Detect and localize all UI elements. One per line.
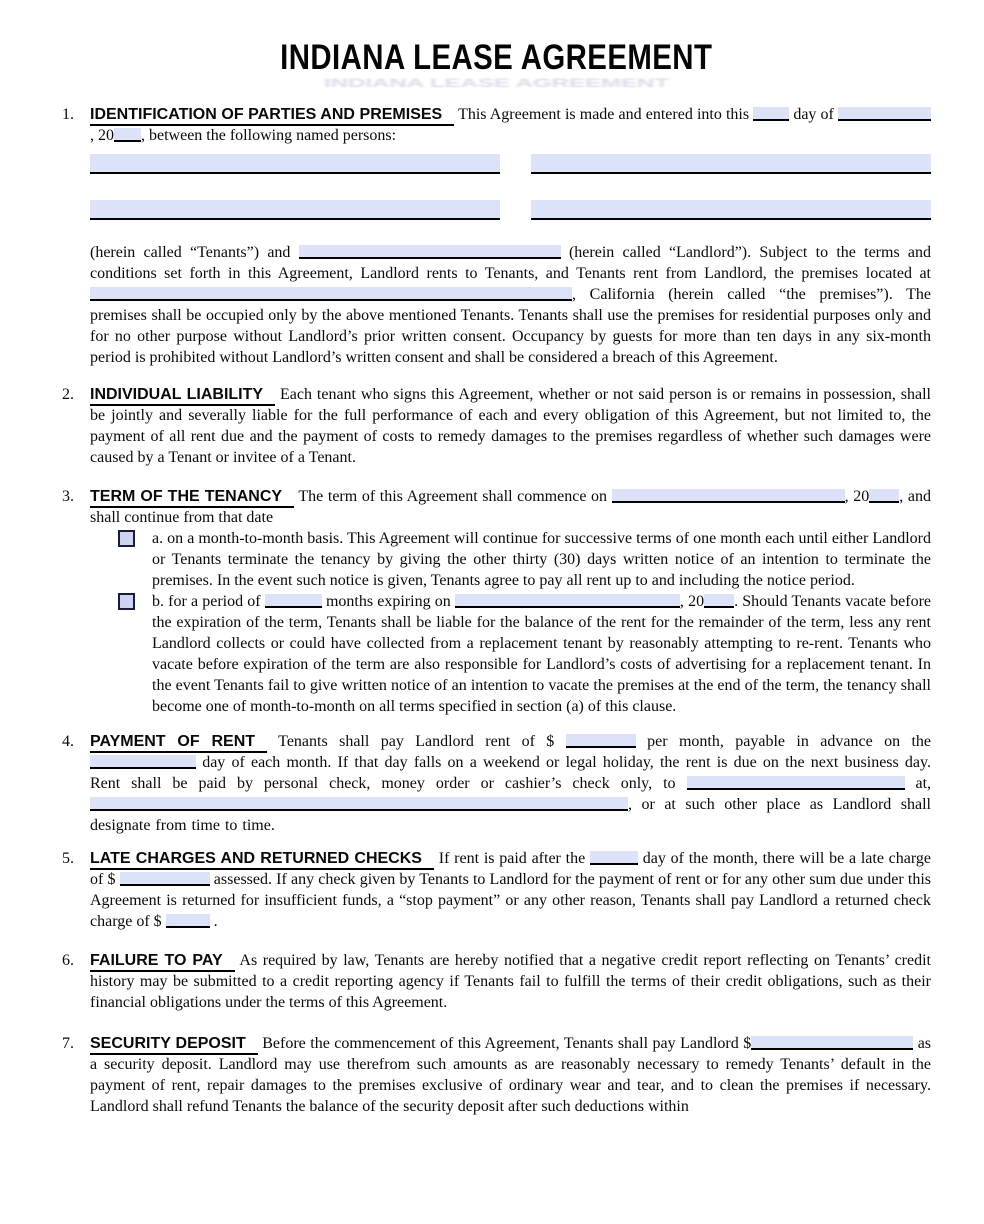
expiration-date-field[interactable] <box>455 594 680 608</box>
term-option-b-text <box>152 591 931 717</box>
returned-check-charge-field[interactable] <box>166 914 210 928</box>
text-segment: As required by law, Tenants are hereby notified that a negative credit report reflecting on Tenants’ credit history may be submitted to a credit reporting agency if Tenants fail to fulfill the terms of their credit obligations, such as their financial obligations under the terms of this Agreement. <box>90 952 931 1011</box>
payee-name-field[interactable] <box>687 776 905 790</box>
security-deposit-amount-field[interactable] <box>751 1036 913 1050</box>
text-segment: as a security deposit. Landlord may use therefrom such amounts as are reasonably necessary to remedy Tenants’ default in the payment of rent, repair damages to the premises exclusive of ordinary wear and tear, and to clean the premises if necessary. Landlord shall refund Tenants the balance of the security deposit after such deductions within <box>90 1035 932 1115</box>
landlord-name-field[interactable] <box>299 245 561 259</box>
title-row <box>62 40 931 76</box>
section-1 <box>62 104 931 384</box>
party-name-field-1[interactable] <box>90 154 500 174</box>
section-4 <box>62 731 931 836</box>
text-segment: The term of this Agreement shall commence on <box>298 488 608 505</box>
section-2-body <box>90 384 931 468</box>
text-segment: . Should Tenants vacate before the expiration of the term, Tenants shall be liable for the balance of the rent for the remainder of the term, less any rent Landlord collects or could have collected from a replacement tenant by reasonably attempting to re-rent. Tenants who vacate before expiration of the term are also responsible for Landlord’s costs of advertising for a replacement tenant. In the event Tenants fail to give written notice of an intention to vacate the premises at the end of the term, the tenancy shall become one of month-to-month on all terms specified in section (a) of this clause. <box>152 593 932 715</box>
page-title: INDIANA LEASE AGREEMENT <box>280 38 713 77</box>
text-segment: , 20 <box>844 488 870 505</box>
section-7 <box>62 1033 931 1117</box>
late-after-day-field[interactable] <box>590 851 638 865</box>
section-6-heading: FAILURE TO PAY <box>90 952 235 972</box>
section-5-number: 5. <box>62 850 74 867</box>
premises-address-field[interactable] <box>90 287 572 301</box>
section-7-body <box>90 1033 931 1117</box>
section-7-heading: SECURITY DEPOSIT <box>90 1035 258 1055</box>
section-1-intro <box>90 104 931 146</box>
checkbox-fixed-term[interactable] <box>118 593 135 610</box>
section-1-number: 1. <box>62 106 74 123</box>
text-segment: . <box>213 913 218 930</box>
section-6-body <box>90 950 931 1013</box>
commencement-year-field[interactable] <box>869 489 899 503</box>
section-1-body <box>90 242 931 368</box>
rent-amount-field[interactable] <box>566 734 636 748</box>
text-segment: day of each month. If that day falls on a weekend or legal holiday, the rent is due on the next business day. Rent shall be paid by personal check, money order or cashier’s check only, to <box>90 754 931 792</box>
section-3-intro <box>90 486 931 528</box>
rent-due-day-field[interactable] <box>90 755 196 769</box>
text-segment: This Agreement is made and entered into this <box>458 106 750 123</box>
text-segment: Each tenant who signs this Agreement, whether or not said person is or remains in possession, shall be jointly and severally liable for the full performance of each and every obligation of this Agreement, but not limited to, the payment of all rent due and the payment of costs to remedy damages to the premises regardless of whether such damages were caused by a Tenant or invitee of a Tenant. <box>90 386 932 466</box>
section-5-body <box>90 848 931 932</box>
section-5-heading: LATE CHARGES AND RETURNED CHECKS <box>90 850 434 870</box>
text-segment: at, <box>915 775 932 792</box>
text-segment: day of the month, there will be a late charge of $ <box>90 850 932 888</box>
text-segment: , 20 <box>90 127 114 144</box>
term-months-field[interactable] <box>265 594 322 608</box>
text-segment: , or at such other place as Landlord shall designate from time to time. <box>90 796 931 834</box>
agreement-month-field[interactable] <box>838 107 931 121</box>
section-5 <box>62 848 931 932</box>
section-4-number: 4. <box>62 733 74 750</box>
text-segment: If rent is paid after the <box>438 850 586 867</box>
text-segment: day of <box>793 106 834 123</box>
text-segment: b. for a period of <box>152 593 261 610</box>
text-segment: (herein called “Tenants”) and <box>90 244 291 261</box>
party-name-row-2 <box>90 200 931 220</box>
text-segment: , 20 <box>679 593 705 610</box>
section-1-heading: IDENTIFICATION OF PARTIES AND PREMISES <box>90 106 454 126</box>
section-2-number: 2. <box>62 386 74 403</box>
section-2 <box>62 384 931 468</box>
expiration-year-field[interactable] <box>704 594 734 608</box>
section-7-number: 7. <box>62 1035 74 1052</box>
section-4-body <box>90 731 931 836</box>
section-3-number: 3. <box>62 488 74 505</box>
agreement-day-field[interactable] <box>753 107 789 121</box>
term-option-b <box>118 591 931 717</box>
section-4-heading: PAYMENT OF RENT <box>90 733 267 753</box>
text-segment: Tenants shall pay Landlord rent of $ <box>278 733 555 750</box>
party-name-field-3[interactable] <box>90 200 500 220</box>
text-segment: , between the following named persons: <box>141 127 397 144</box>
text-segment: , and shall continue from that date <box>90 488 932 526</box>
term-option-a <box>118 528 931 591</box>
party-name-fields <box>90 154 931 220</box>
checkbox-month-to-month[interactable] <box>118 530 135 547</box>
text-segment: assessed. If any check given by Tenants to Landlord for the payment of rent or for any other sum due under this Agreement is returned for insufficient funds, a “stop payment” or any other reason, Tenants shall pay Landlord a returned check charge of $ <box>90 871 932 930</box>
party-name-field-2[interactable] <box>531 154 931 174</box>
party-name-field-4[interactable] <box>531 200 931 220</box>
section-2-heading: INDIVIDUAL LIABILITY <box>90 386 275 406</box>
text-segment: , California (herein called “the premises”). The premises shall be occupied only by the above mentioned Tenants. Tenants shall use the premises for residential purposes only and for no other purpose without Landlord’s prior written consent. Occupancy by guests for more than ten days in any six-month period is prohibited without Landlord’s written consent and shall be considered a breach of this Agreement. <box>90 286 931 366</box>
term-option-a-text: a. on a month-to-month basis. This Agreement will continue for successive terms of one month each until either Landlord or Tenants terminate the tenancy by giving the other thirty (30) days written notice of an intention to terminate the premises. In the event such notice is given, Tenants agree to pay all rent up to and including the notice period. <box>152 530 931 589</box>
late-charge-amount-field[interactable] <box>120 872 210 886</box>
commencement-date-field[interactable] <box>612 489 845 503</box>
text-segment: (herein called “Landlord”). Subject to the terms and conditions set forth in this Agreement, Landlord rents to Tenants, and Tenants rent from Landlord, the premises located at <box>90 244 932 282</box>
section-3-heading: TERM OF THE TENANCY <box>90 488 294 508</box>
payment-address-field[interactable] <box>90 797 628 811</box>
text-segment: months expiring on <box>325 593 451 610</box>
text-segment: per month, payable in advance on the <box>647 733 932 750</box>
party-name-row-1 <box>90 154 931 174</box>
title-shadow-artifact: INDIANA LEASE AGREEMENT <box>324 76 669 90</box>
text-segment: Before the commencement of this Agreement, Tenants shall pay Landlord $ <box>262 1035 752 1052</box>
agreement-year-field[interactable] <box>114 128 141 142</box>
section-6 <box>62 950 931 1013</box>
section-3 <box>62 486 931 717</box>
section-6-number: 6. <box>62 952 74 969</box>
